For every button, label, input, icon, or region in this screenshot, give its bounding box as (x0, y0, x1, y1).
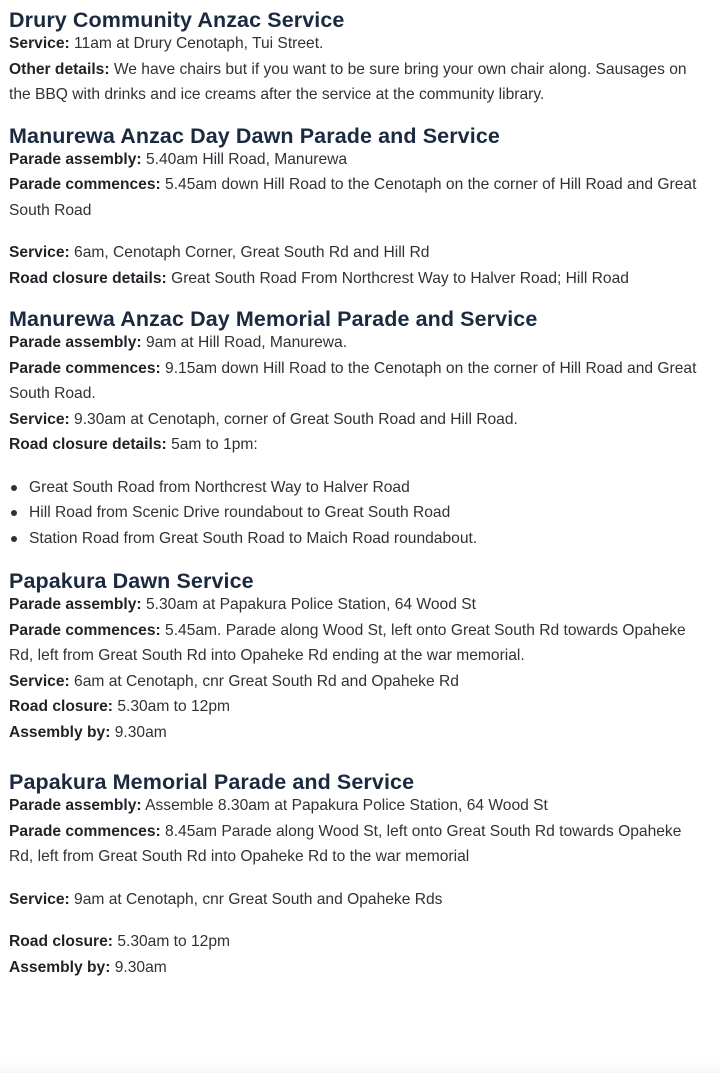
section-title: Manurewa Anzac Day Memorial Parade and Service (9, 307, 538, 331)
detail-service: Service: 9.30am at Cenotaph, corner of Great South Road and Hill Road. (9, 410, 518, 428)
detail-service: Service: 6am, Cenotaph Corner, Great South Rd and Hill Rd (9, 244, 430, 261)
detail-parade-assembly: Parade assembly: Assemble 8.30am at Papakura Police Station, 64 Wood St (9, 797, 548, 814)
section-title: Papakura Dawn Service (9, 569, 254, 593)
detail-parade-assembly: Parade assembly: 5.40am Hill Road, Manurewa (9, 150, 348, 168)
detail-assembly-by: Assembly by: 9.30am (9, 723, 167, 741)
event-section-papakura-dawn (9, 561, 709, 745)
detail-other: Other details: We have chairs but if you want to be sure bring your own chair along. Sausages on the BBQ with drinks and ice creams after the service at the community library. (9, 60, 687, 103)
detail-parade-commences: Parade commences: 5.45am. Parade along Wood St, left onto Great South Rd towards Opaheke Rd, left from Great South Rd into Opaheke Rd ending at the war memorial. (9, 621, 686, 664)
detail-road-closure: Road closure details: 5am to 1pm: (9, 436, 258, 453)
list-item: Hill Road from Scenic Drive roundabout to Great South Road (29, 500, 709, 526)
detail-service: Service: 6am at Cenotaph, cnr Great South Rd and Opaheke Rd (9, 672, 459, 690)
list-item: Station Road from Great South Road to Maich Road roundabout. (29, 526, 709, 552)
detail-assembly-by: Assembly by: 9.30am (9, 958, 167, 976)
event-section-manurewa-memorial (9, 299, 709, 551)
detail-parade-assembly: Parade assembly: 5.30am at Papakura Police Station, 64 Wood St (9, 596, 476, 613)
event-section-manurewa-dawn (9, 116, 709, 292)
event-listing (9, 0, 709, 980)
detail-service: Service: 11am at Drury Cenotaph, Tui Street. (9, 35, 324, 52)
event-section-drury (9, 0, 709, 108)
detail-parade-commences: Parade commences: 9.15am down Hill Road to the Cenotaph on the corner of Hill Road and Great South Road. (9, 359, 697, 402)
detail-road-closure: Road closure: 5.30am to 12pm (9, 698, 231, 715)
detail-parade-assembly: Parade assembly: 9am at Hill Road, Manurewa. (9, 334, 348, 351)
detail-parade-commences: Parade commences: 5.45am down Hill Road to the Cenotaph on the corner of Hill Road and Great South Road (9, 176, 697, 219)
bottom-fade (0, 1061, 720, 1073)
section-title: Papakura Memorial Parade and Service (9, 770, 415, 794)
detail-road-closure: Road closure: 5.30am to 12pm (9, 933, 231, 950)
section-title: Drury Community Anzac Service (9, 8, 345, 32)
list-item: Great South Road from Northcrest Way to Halver Road (29, 475, 709, 501)
road-closure-list (9, 475, 709, 552)
event-section-papakura-memorial (9, 762, 709, 980)
detail-road-closure: Road closure details: Great South Road From Northcrest Way to Halver Road; Hill Road (9, 269, 629, 287)
detail-service: Service: 9am at Cenotaph, cnr Great South and Opaheke Rds (9, 890, 443, 908)
detail-parade-commences: Parade commences: 8.45am Parade along Wood St, left onto Great South Rd towards Opaheke Rd, left from Great South Rd into Opaheke Rd to the war memorial (9, 822, 682, 865)
section-title: Manurewa Anzac Day Dawn Parade and Service (9, 123, 500, 148)
